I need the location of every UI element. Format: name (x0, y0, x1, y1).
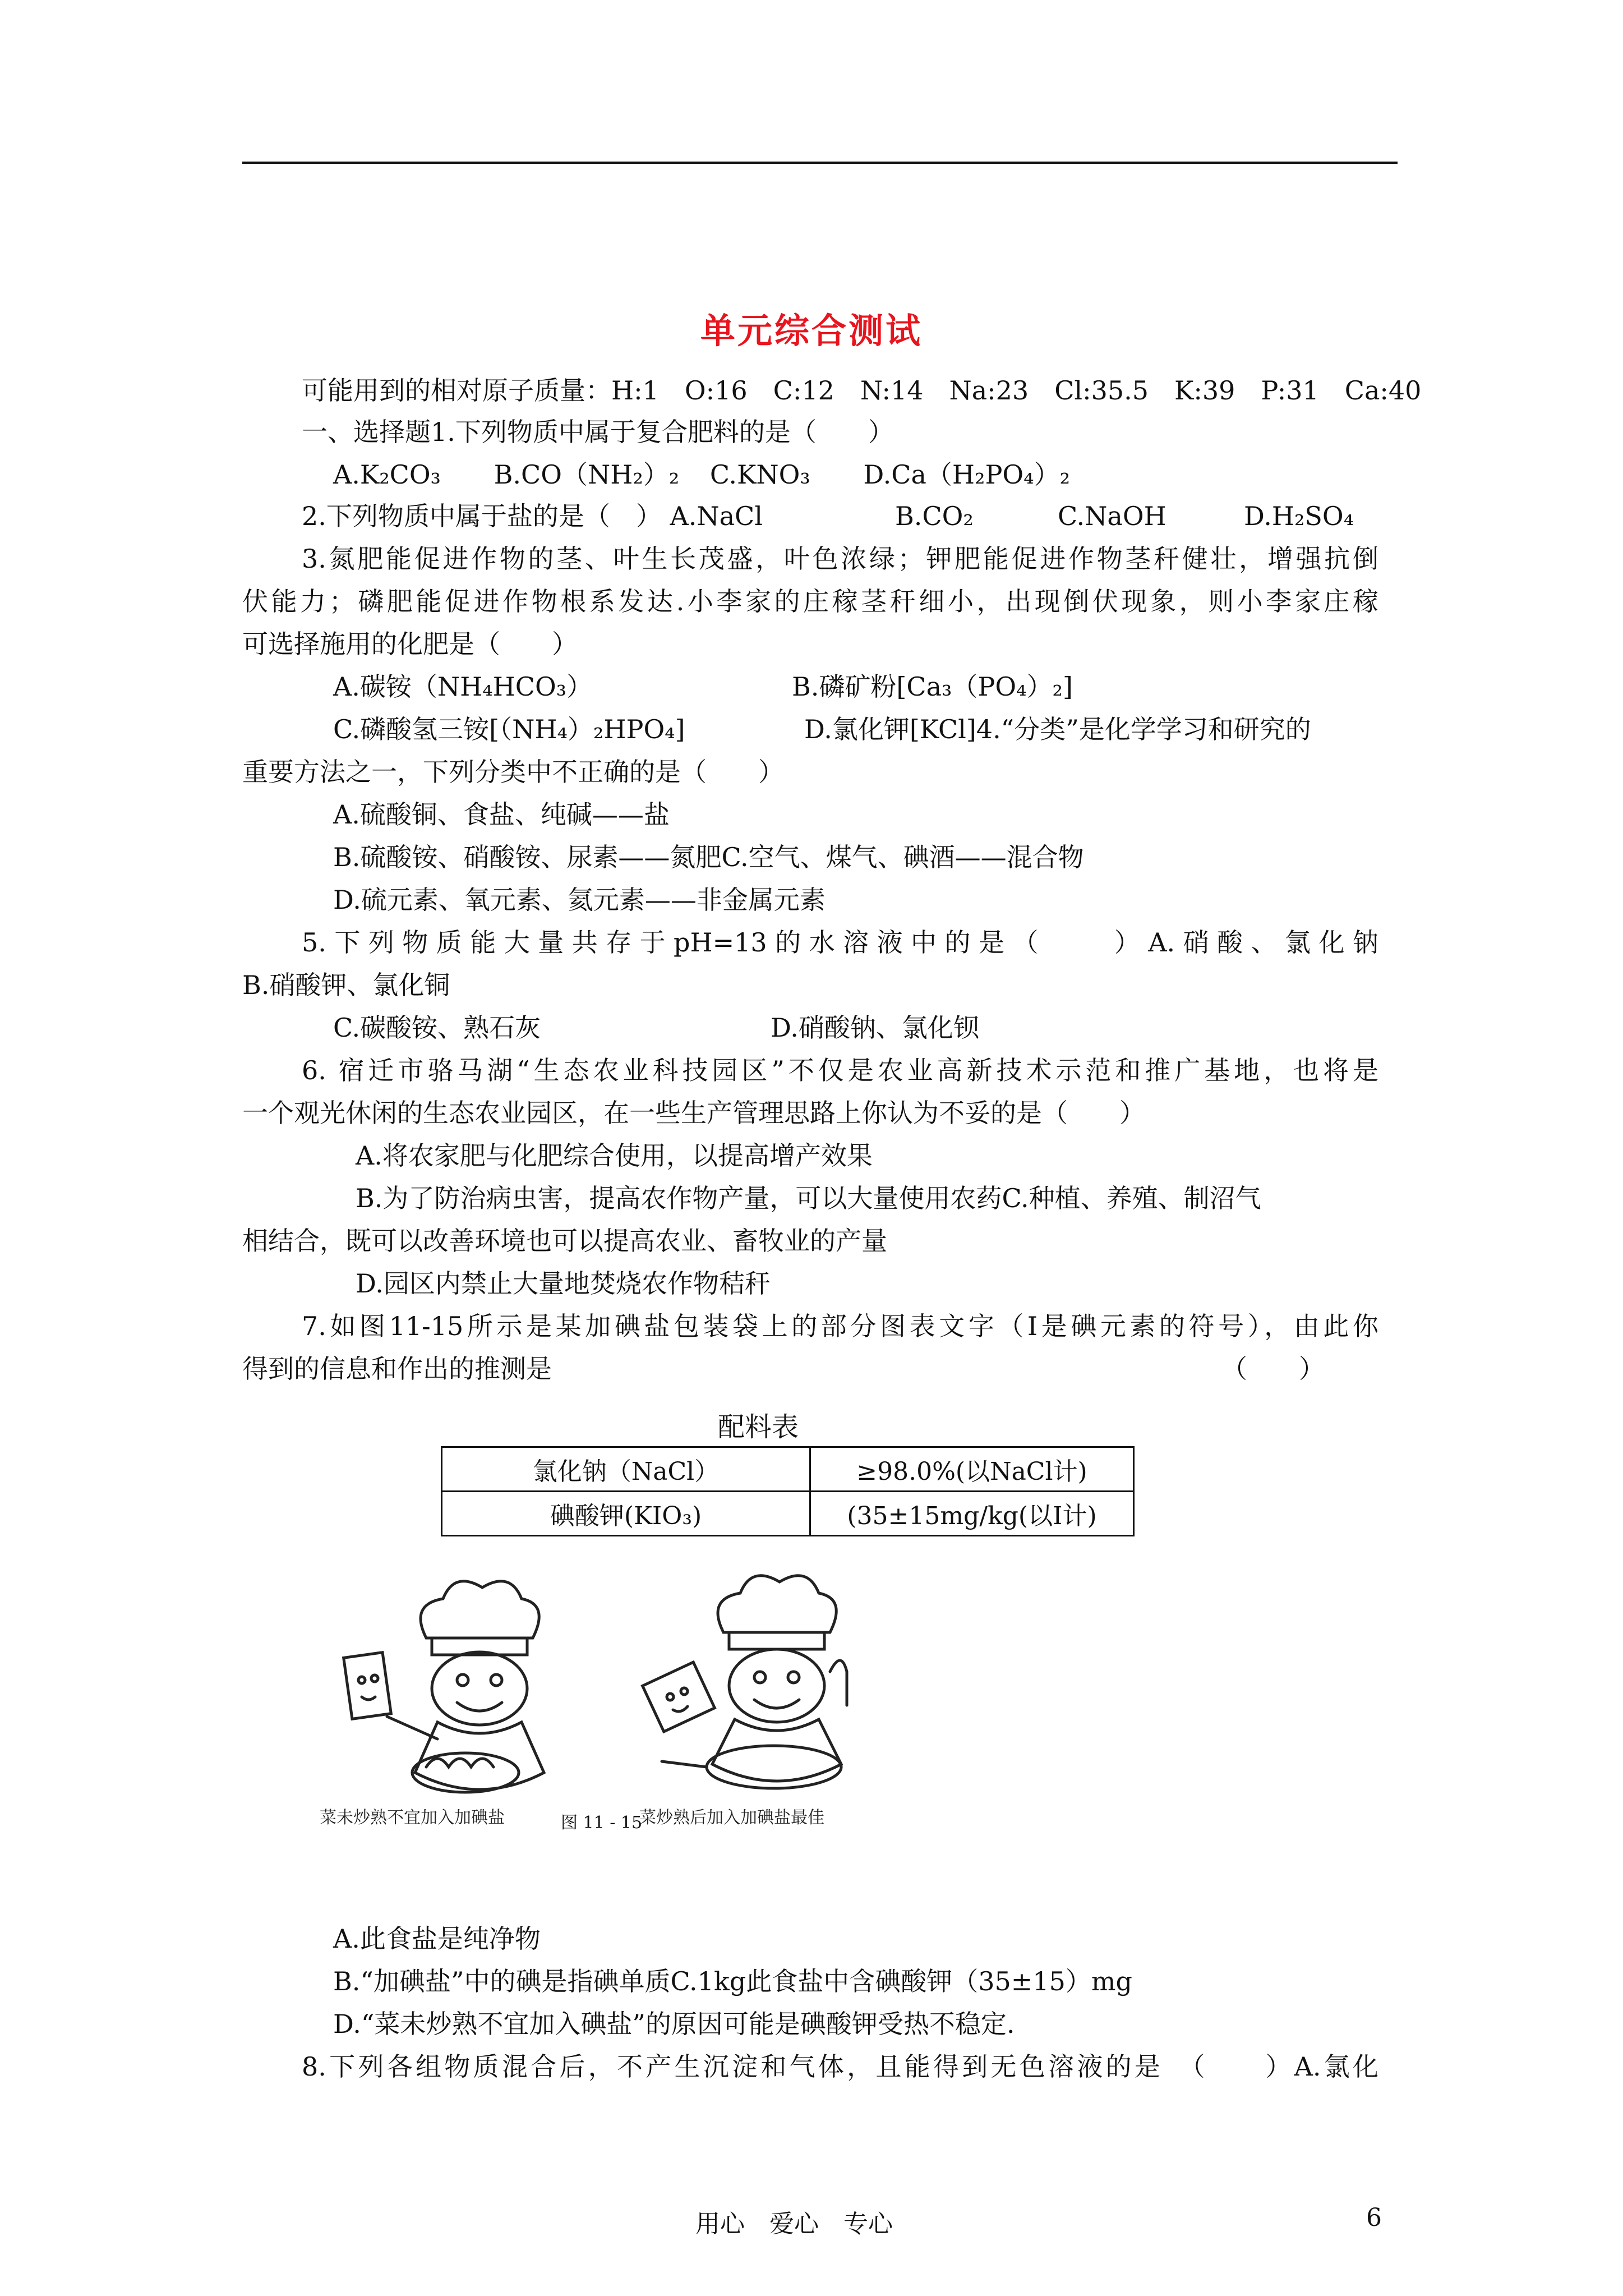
q6-option-c-cont: 相结合，既可以改善环境也可以提高农业、畜牧业的产量 (242, 1226, 887, 1256)
q6-option-d: D.园区内禁止大量地焚烧农作物秸秆 (356, 1268, 771, 1299)
ingredients-table (441, 1446, 1135, 1536)
footer-text: 用心 爱心 专心 (695, 2210, 893, 2238)
section-heading: 一、选择题 (302, 417, 431, 447)
q3-d-and-q4 (804, 712, 1311, 746)
chef-right-illustration (643, 1576, 847, 1788)
chef-left-illustration (344, 1581, 544, 1792)
q1-stem: 1.下列物质中属于复合肥料的是（ ） (431, 417, 894, 447)
q6-option-b: B.为了防治病虫害，提高农作物产量，可以大量使用农药 (356, 1183, 1002, 1213)
table-cell: 碘酸钾(KIO₃) (442, 1492, 810, 1536)
q4-option-b: B.硫酸铵、硝酸铵、尿素——氮肥 (333, 842, 722, 872)
q3-option-b: B.磷矿粉[Ca₃（PO₄）₂] (792, 671, 1073, 702)
table-row (442, 1492, 1134, 1536)
q4-option-c: C.空气、煤气、碘酒——混合物 (721, 842, 1084, 872)
page-number: 6 (1366, 2203, 1382, 2232)
q1-option-a: A.K₂CO₃ (333, 459, 441, 490)
header-rule (242, 162, 1398, 164)
figure-label: 图 11 - 15 (561, 1813, 643, 1833)
page-title: 单元综合测试 (700, 310, 923, 351)
q2-option-b: B.CO₂ (895, 501, 974, 531)
q7-option-d: D.“菜未炒熟不宜加入碘盐”的原因可能是碘酸钾受热不稳定. (333, 2009, 1015, 2039)
q4-line-1: 4.“分类”是化学学习和研究的 (976, 714, 1311, 744)
q2-stem: 2.下列物质中属于盐的是（ ） (302, 501, 662, 531)
q4-options-bc (333, 840, 1084, 874)
q3-option-d: D.氯化钾[KCl] (804, 714, 976, 744)
q6-option-c: C.种植、养殖、制沼气 (1002, 1183, 1261, 1213)
table-caption: 配料表 (718, 1411, 799, 1443)
q5-option-c: C.碳酸铵、熟石灰 (333, 1013, 541, 1043)
q1-option-c: C.KNO₃ (709, 459, 810, 490)
q1-options (333, 458, 1070, 491)
atomic-masses: 可能用到的相对原子质量：H:1 O:16 C:12 N:14 Na:23 Cl:35.5 K:39 P:31 Ca:40 (302, 375, 1422, 406)
table-row (442, 1447, 1134, 1492)
q7-options-bc (333, 1964, 1132, 1998)
q2-option-c: C.NaOH (1058, 501, 1166, 531)
table-cell: (35±15mg/kg(以I计) (810, 1492, 1134, 1536)
q3-line-2: 伏能力；磷肥能促进作物根系发达.小李家的庄稼茎秆细小，出现倒伏现象，则小李家庄稼 (242, 586, 1378, 616)
q3-option-c: C.磷酸氢三铵[（NH₄）₂HPO₄] (333, 714, 685, 744)
q7-option-c: C.1kg此食盐中含碘酸钾（35±15）mg (670, 1966, 1132, 1996)
q3-line-3: 可选择施用的化肥是（ ） (242, 629, 578, 659)
q6-option-a: A.将农家肥与化肥综合使用，以提高增产效果 (356, 1140, 873, 1171)
figure-caption-left: 菜未炒熟不宜加入加碘盐 (320, 1808, 505, 1828)
q1-option-d: D.Ca（H₂PO₄）₂ (863, 459, 1071, 490)
q3-option-a: A.碳铵（NH₄HCO₃） (333, 671, 593, 702)
q7-answer-paren: （ ） (1221, 1354, 1325, 1384)
q5-option-b: B.硝酸钾、氯化铜 (242, 970, 450, 1000)
q6-options-bc (356, 1181, 1261, 1215)
q4-line-2: 重要方法之一，下列分类中不正确的是（ ） (242, 757, 784, 787)
q7-option-a: A.此食盐是纯净物 (333, 1924, 541, 1954)
figure-caption-right: 菜炒熟后加入加碘盐最佳 (639, 1808, 824, 1828)
q6-line-2: 一个观光休闲的生态农业园区，在一些生产管理思路上你认为不妥的是（ ） (242, 1098, 1145, 1128)
q2-option-d: D.H₂SO₄ (1244, 501, 1354, 531)
q8-line-1: 8.下列各组物质混合后，不产生沉淀和气体，且能得到无色溶液的是 （ ）A.氯化 (302, 2051, 1378, 2082)
question-2 (302, 499, 763, 533)
q3-line-1: 3.氮肥能促进作物的茎、叶生长茂盛，叶色浓绿；钾肥能促进作物茎秆健壮，增强抗倒 (302, 544, 1378, 574)
table-cell: ≥98.0%(以NaCl计) (810, 1447, 1134, 1492)
question-1-stem (302, 415, 894, 449)
q4-option-d: D.硫元素、氧元素、氦元素——非金属元素 (333, 885, 826, 915)
q7-option-b: B.“加碘盐”中的碘是指碘单质 (333, 1966, 671, 1996)
q6-line-1: 6. 宿迁市骆马湖“生态农业科技园区”不仅是农业高新技术示范和推广基地，也将是 (302, 1055, 1378, 1085)
q2-option-a: A.NaCl (670, 501, 763, 531)
q1-option-b: B.CO（NH₂）₂ (494, 459, 680, 490)
q5-option-d: D.硝酸钠、氯化钡 (771, 1013, 979, 1043)
q5-line-1: 5.下列物质能大量共存于pH=13的水溶液中的是（ ）A.硝酸、氯化钠 (302, 927, 1378, 958)
table-cell: 氯化钠（NaCl） (442, 1447, 810, 1492)
q7-line-1: 7.如图11-15所示是某加碘盐包装袋上的部分图表文字（I是碘元素的符号），由此你 (302, 1311, 1378, 1341)
q7-line-2: 得到的信息和作出的推测是 (242, 1354, 552, 1384)
q4-option-a: A.硫酸铜、食盐、纯碱——盐 (333, 799, 670, 830)
